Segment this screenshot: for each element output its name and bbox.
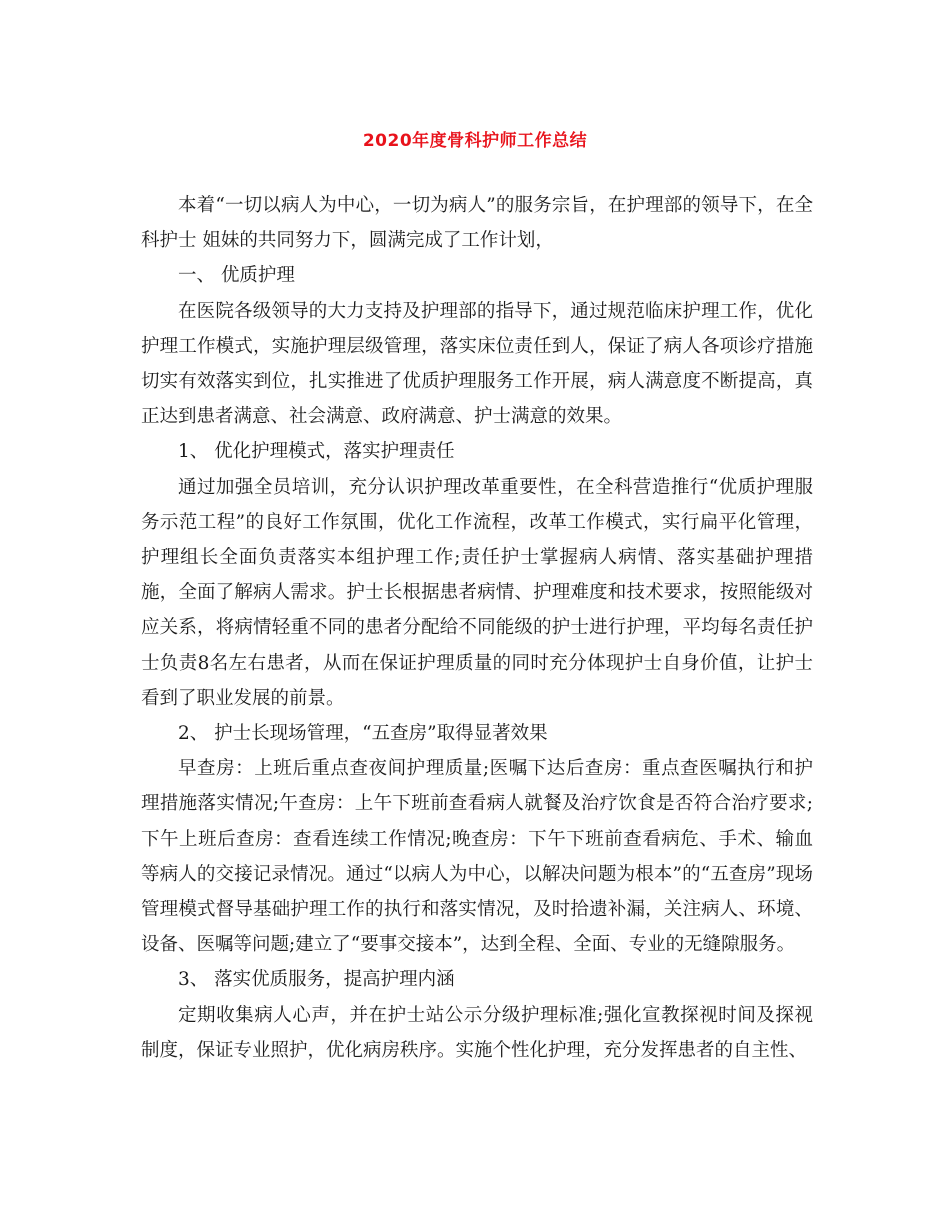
section-heading-quality-nursing: 一、 优质护理	[178, 265, 295, 287]
subsection-heading-3: 3、 落实优质服务，提高护理内涵	[178, 969, 455, 991]
intro-paragraph: 本着“一切以病人为中心，一切为病人”的服务宗旨，在护理部的领导下，在全科护士 姐妹的共同努力下，圆满完成了工作计划，	[141, 195, 813, 252]
section-paragraph: 在医院各级领导的大力支持及护理部的指导下，通过规范临床护理工作，优化护理工作模式，实施护理层级管理，落实床位责任到人，保证了病人各项诊疗措施切实有效落实到位，扎实推进了优质护理服务工作开展，病人满意度不断提高，真正达到患者满意、社会满意、政府满意、护士满意的效果。	[141, 300, 813, 428]
subsection-paragraph-2: 早查房：上班后重点查夜间护理质量;医嘱下达后查房：重点查医嘱执行和护理措施落实情况;午查房：上午下班前查看病人就餐及治疗饮食是否符合治疗要求;下午上班后查房：查看连续工作情况;晚查房：下午下班前查看病危、手术、输血等病人的交接记录情况。通过“以病人为中心，以解决问题为根本”的“五查房”现场管理模式督导基础护理工作的执行和落实情况，及时拾遗补漏，关注病人、环境、设备、医嘱等问题;建立了“要事交接本”，达到全程、全面、专业的无缝隙服务。	[141, 758, 813, 956]
subsection-heading-1: 1、 优化护理模式，落实护理责任	[178, 441, 455, 463]
document-body	[141, 188, 813, 1068]
subsection-heading-2: 2、 护士长现场管理，“五查房”取得显著效果	[178, 723, 548, 745]
subsection-paragraph-1: 通过加强全员培训，充分认识护理改革重要性，在全科营造推行“优质护理服务示范工程”的良好工作氛围，优化工作流程，改革工作模式，实行扁平化管理，护理组长全面负责落实本组护理工作;责任护士掌握病人病情、落实基础护理措施，全面了解病人需求。护士长根据患者病情、护理难度和技术要求，按照能级对应关系，将病情轻重不同的患者分配给不同能级的护士进行护理，平均每名责任护士负责8名左右患者，从而在保证护理质量的同时充分体现护士自身价值，让护士看到了职业发展的前景。	[141, 476, 813, 709]
document-title: 2020年度骨科护师工作总结	[362, 131, 588, 151]
subsection-paragraph-3: 定期收集病人心声，并在护士站公示分级护理标准;强化宣教探视时间及探视制度，保证专业照护，优化病房秩序。实施个性化护理，充分发挥患者的自主性、	[141, 1004, 813, 1061]
